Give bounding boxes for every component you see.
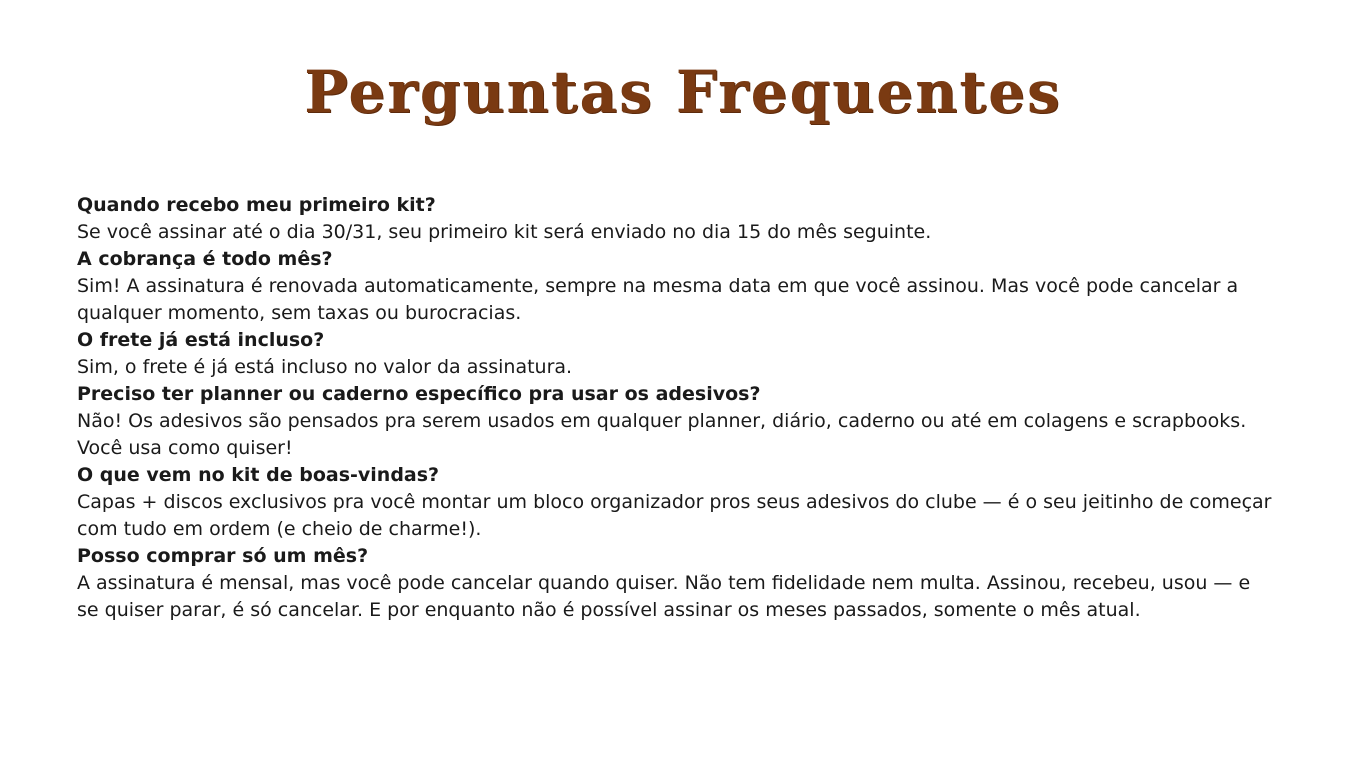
faq-question: A cobrança é todo mês? xyxy=(77,248,333,270)
faq-item xyxy=(77,246,1277,327)
faq-answer: Capas + discos exclusivos pra você montar um bloco organizador pros seus adesivos do clube — é o seu jeitinho de começar com tudo em ordem (e cheio de charme!). xyxy=(77,491,1272,540)
faq-item xyxy=(77,543,1277,624)
faq-question: O frete já está incluso? xyxy=(77,329,325,351)
faq-answer: Se você assinar até o dia 30/31, seu primeiro kit será enviado no dia 15 do mês seguinte. xyxy=(77,221,932,243)
faq-answer: Sim! A assinatura é renovada automaticamente, sempre na mesma data em que você assinou. Mas você pode cancelar a qualquer momento, sem taxas ou burocracias. xyxy=(77,275,1239,324)
faq-answer: Não! Os adesivos são pensados pra serem usados em qualquer planner, diário, caderno ou até em colagens e scrapbooks. Você usa como quiser! xyxy=(77,410,1247,459)
faq-answer: Sim, o frete é já está incluso no valor da assinatura. xyxy=(77,356,573,378)
faq-question: Preciso ter planner ou caderno específico pra usar os adesivos? xyxy=(77,383,761,405)
faq-answer: A assinatura é mensal, mas você pode cancelar quando quiser. Não tem fidelidade nem multa. Assinou, recebeu, usou — e se quiser parar, é só cancelar. E por enquanto não é possível assinar os meses passados, somente o mês atual. xyxy=(77,572,1251,621)
faq-item xyxy=(77,192,1277,246)
faq-list xyxy=(77,192,1277,624)
faq-item xyxy=(77,327,1277,381)
faq-question: Posso comprar só um mês? xyxy=(77,545,369,567)
faq-question: Quando recebo meu primeiro kit? xyxy=(77,194,436,216)
page-title: Perguntas Frequentes xyxy=(304,58,1062,126)
faq-item xyxy=(77,381,1277,462)
faq-question: O que vem no kit de boas-vindas? xyxy=(77,464,440,486)
faq-item xyxy=(77,462,1277,543)
